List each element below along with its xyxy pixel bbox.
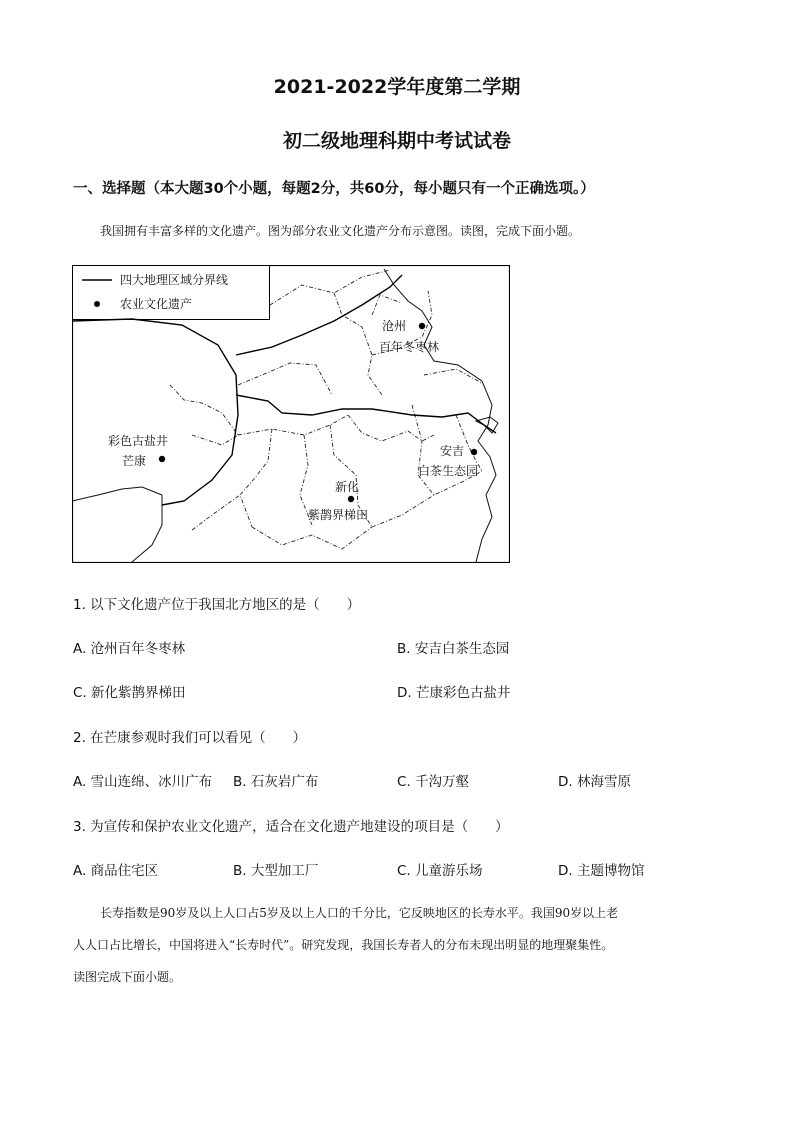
- question-2-option-d[interactable]: D. 林海雪原: [558, 774, 631, 790]
- site-anji-name: 安吉: [440, 444, 465, 458]
- question-1-option-d[interactable]: D. 芒康彩色古盐井: [397, 685, 511, 701]
- question-3-option-a[interactable]: A. 商品住宅区: [73, 863, 159, 879]
- intro-paragraph-2-line3: 读图完成下面小题。: [73, 970, 182, 984]
- intro-paragraph-2-line2: 人人口占比增长，中国将进入“长寿时代”。研究发现，我国长寿者人的分布未现出明显的地理聚集性。: [73, 938, 614, 952]
- site-xinhua-name: 新化: [335, 480, 360, 494]
- site-anji-desc: 白茶生态园: [418, 464, 479, 478]
- question-2-stem: 2. 在芒康参观时我们可以看见（ ）: [73, 730, 307, 746]
- site-xinhua-desc: 紫鹊界梯田: [308, 508, 369, 522]
- site-mangkang-name: 芒康: [122, 454, 147, 468]
- map-legend: [73, 266, 270, 320]
- question-2-option-c[interactable]: C. 千沟万壑: [397, 774, 470, 790]
- question-3-option-b[interactable]: B. 大型加工厂: [233, 863, 319, 879]
- legend-dot-symbol: [94, 301, 100, 307]
- question-1-option-c[interactable]: C. 新化紫鹊界梯田: [73, 685, 186, 701]
- intro-paragraph-2-line1: 长寿指数是90岁及以上人口占5岁及以上人口的千分比，它反映地区的长寿水平。我国90岁以上老: [100, 906, 619, 920]
- intro-text: 我国拥有丰富多样的文化遗产。图为部分农业文化遗产分布示意图。读图，完成下面小题。: [100, 224, 581, 238]
- section-heading: 一、选择题（本大题30个小题，每题2分，共60分，每小题只有一个正确选项。）: [73, 181, 595, 197]
- page-title-line2: 初二级地理科期中考试试卷: [282, 130, 511, 152]
- question-3-stem: 3. 为宣传和保护农业文化遗产，适合在文化遗产地建设的项目是（ ）: [73, 819, 509, 835]
- question-2-option-b[interactable]: B. 石灰岩广布: [233, 774, 319, 790]
- page-title-line1: 2021-2022学年度第二学期: [273, 76, 521, 98]
- intro-paragraph-2: [73, 897, 723, 993]
- question-3-option-c[interactable]: C. 儿童游乐场: [397, 863, 483, 879]
- question-1-option-a[interactable]: A. 沧州百年冬枣林: [73, 641, 186, 657]
- heritage-map: [72, 265, 510, 563]
- site-cangzhou-desc: 百年冬枣林: [379, 340, 440, 354]
- site-cangzhou-name: 沧州: [382, 319, 407, 333]
- legend-dot-label: 农业文化遗产: [120, 297, 193, 311]
- question-3-option-d[interactable]: D. 主题博物馆: [558, 863, 645, 879]
- site-mangkang-desc: 彩色古盐井: [108, 434, 169, 448]
- question-2-option-a[interactable]: A. 雪山连绵、冰川广布: [73, 774, 213, 790]
- legend-line-label: 四大地理区域分界线: [120, 273, 229, 287]
- question-1-option-b[interactable]: B. 安吉白茶生态园: [397, 641, 510, 657]
- question-1-stem: 1. 以下文化遗产位于我国北方地区的是（ ）: [73, 597, 361, 613]
